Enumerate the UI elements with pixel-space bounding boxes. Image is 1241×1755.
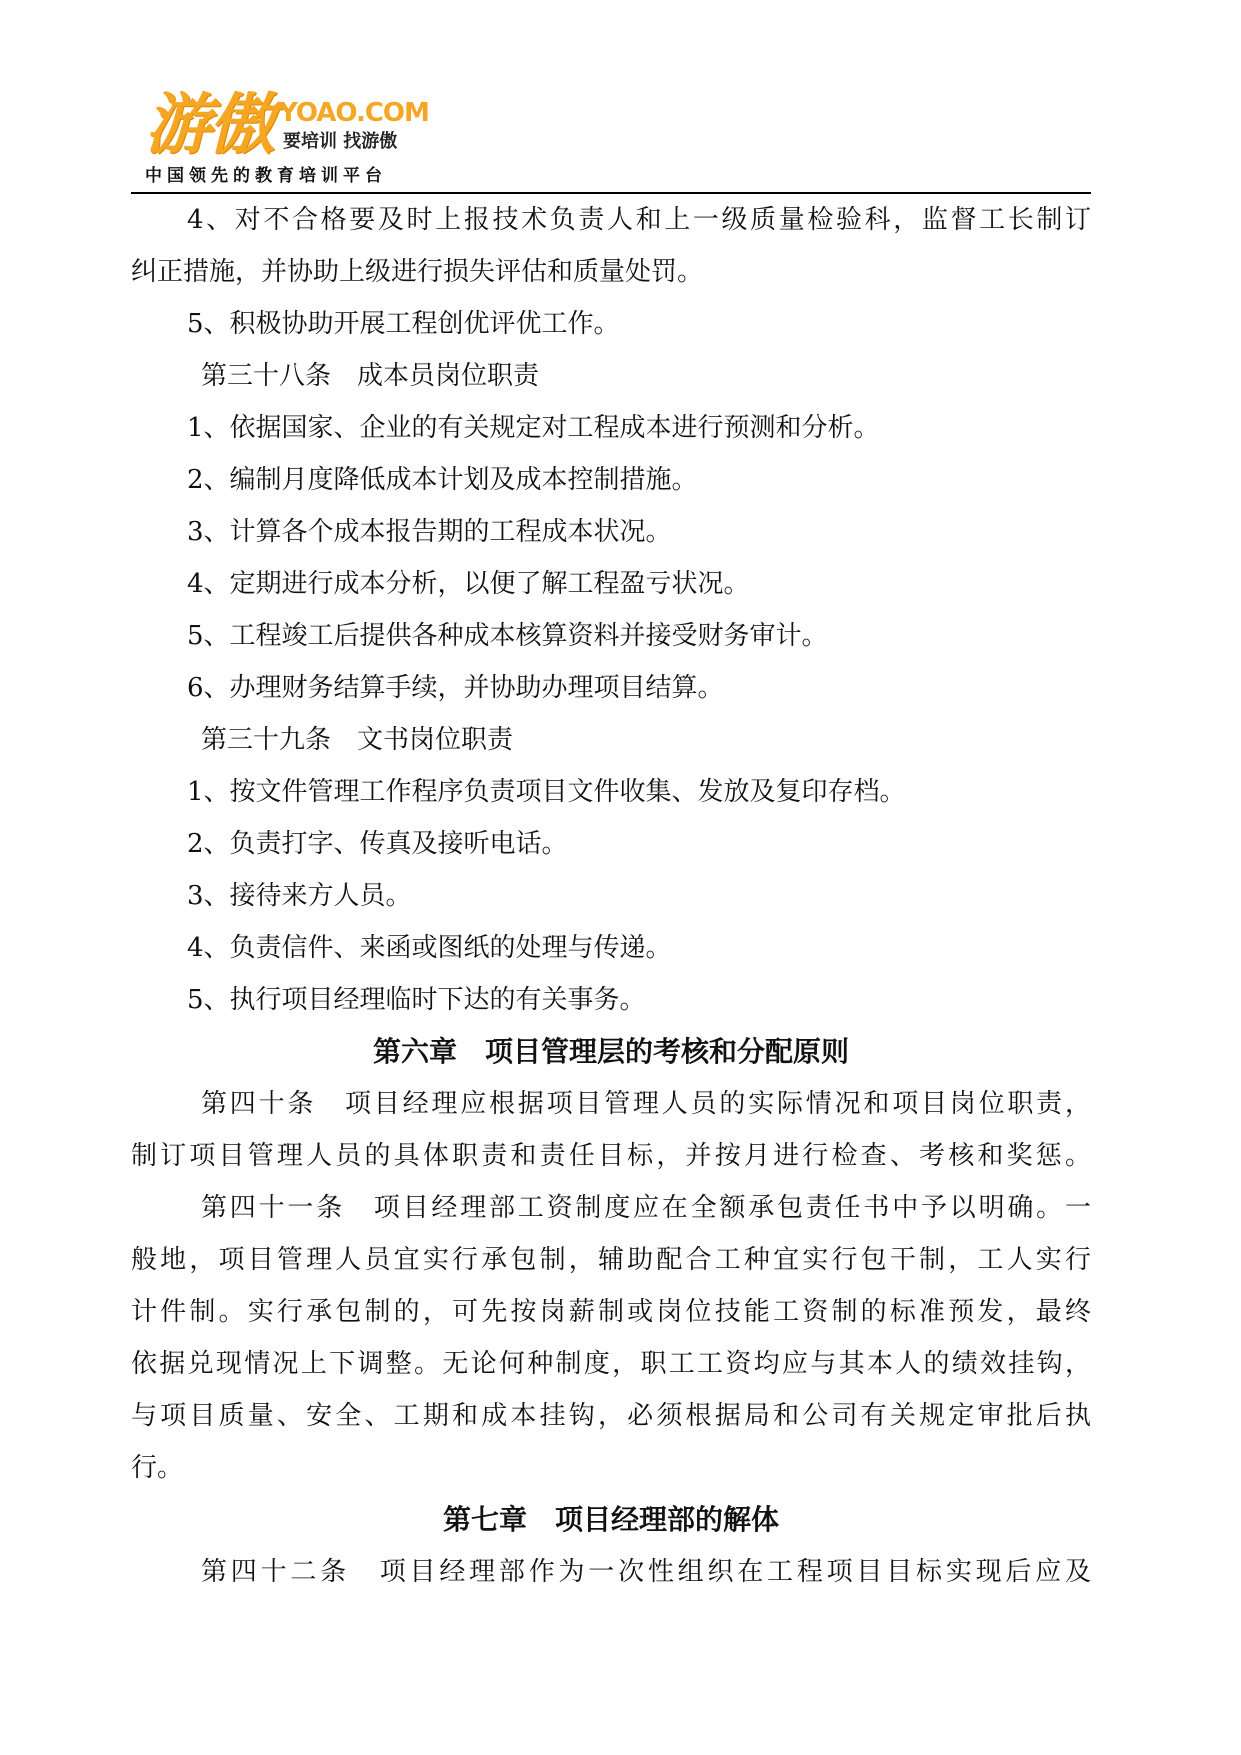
text-line: 计件制。实行承包制的，可先按岗薪制或岗位技能工资制的标准预发，最终 [131, 1297, 1091, 1327]
text-line: 第四十二条 项目经理部作为一次性组织在工程项目目标实现后应及 [201, 1557, 1091, 1587]
logo-tagline: 要培训 找游傲 [283, 131, 398, 152]
chapter-heading: 第七章 项目经理部的解体 [442, 1503, 779, 1536]
text-line: 般地，项目管理人员宜实行承包制，辅助配合工种宜实行包干制，工人实行 [131, 1245, 1091, 1275]
text-line: 6、办理财务结算手续，并协助办理项目结算。 [187, 673, 724, 703]
yoao-logo [145, 86, 445, 192]
logo-subtitle: 中国领先的教育培训平台 [145, 166, 387, 186]
text-line: 5、执行项目经理临时下达的有关事务。 [187, 985, 646, 1015]
text-line: 4、对不合格要及时上报技术负责人和上一级质量检验科，监督工长制订 [187, 205, 1091, 235]
text-line: 5、工程竣工后提供各种成本核算资料并接受财务审计。 [187, 621, 828, 651]
text-line: 依据兑现情况上下调整。无论何种制度，职工工资均应与其本人的绩效挂钩， [131, 1349, 1091, 1379]
text-line: 纠正措施，并协助上级进行损失评估和质量处罚。 [131, 257, 704, 287]
text-line: 1、依据国家、企业的有关规定对工程成本进行预测和分析。 [187, 413, 880, 443]
chapter-heading: 第六章 项目管理层的考核和分配原则 [372, 1035, 849, 1068]
text-line: 第四十条 项目经理应根据项目管理人员的实际情况和项目岗位职责， [201, 1089, 1091, 1119]
text-line: 制订项目管理人员的具体职责和责任目标，并按月进行检查、考核和奖惩。 [131, 1141, 1091, 1171]
logo-main-text: 游傲 [145, 86, 273, 163]
text-line: 3、接待来方人员。 [187, 881, 412, 911]
text-line: 1、按文件管理工作程序负责项目文件收集、发放及复印存档。 [187, 777, 906, 807]
text-line: 与项目质量、安全、工期和成本挂钩，必须根据局和公司有关规定审批后执 [131, 1401, 1091, 1431]
page-header [131, 84, 1091, 192]
text-line: 4、负责信件、来函或图纸的处理与传递。 [187, 933, 672, 963]
text-line: 4、定期进行成本分析，以便了解工程盈亏状况。 [187, 569, 750, 599]
article-title: 第三十八条 成本员岗位职责 [201, 361, 540, 391]
text-line: 行。 [131, 1453, 184, 1483]
text-line: 3、计算各个成本报告期的工程成本状况。 [187, 517, 672, 547]
text-line: 2、编制月度降低成本计划及成本控制措施。 [187, 465, 698, 495]
document-body [131, 194, 1091, 1598]
text-line: 第四十一条 项目经理部工资制度应在全额承包责任书中予以明确。一 [201, 1193, 1091, 1223]
text-line: 2、负责打字、传真及接听电话。 [187, 829, 568, 859]
article-title: 第三十九条 文书岗位职责 [201, 725, 514, 755]
logo-domain: YOAO.COM [279, 98, 429, 128]
text-line: 5、积极协助开展工程创优评优工作。 [187, 309, 620, 339]
